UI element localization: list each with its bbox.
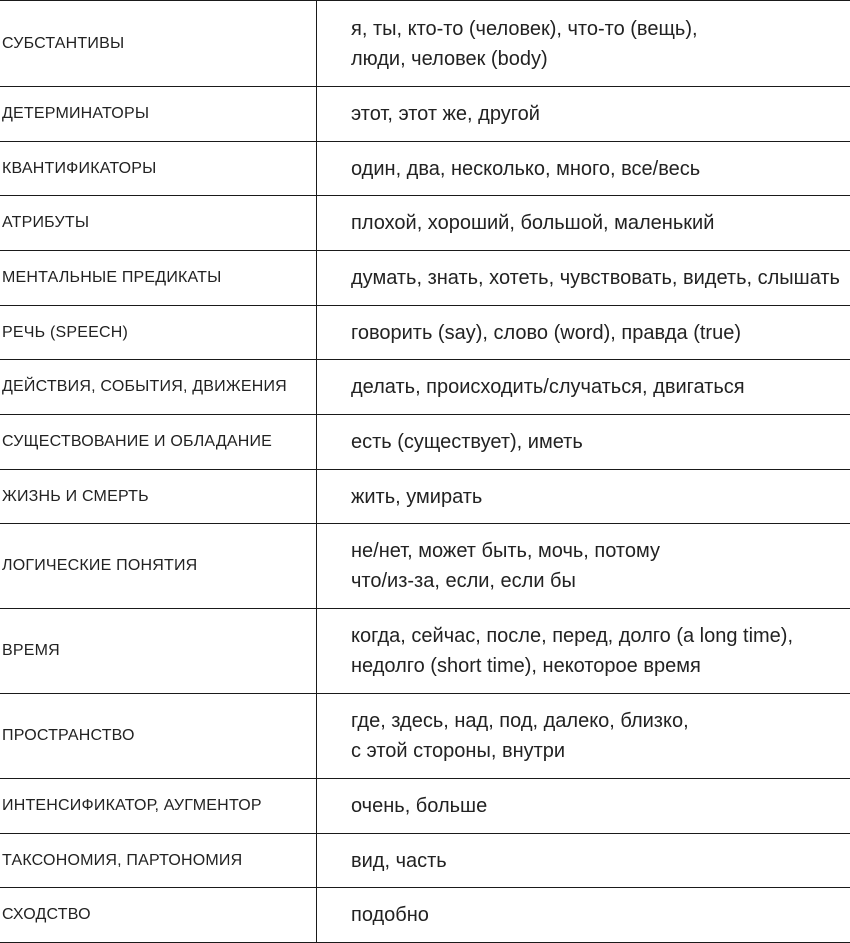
table-row (0, 694, 850, 779)
words-cell (317, 834, 850, 888)
words-cell (317, 524, 850, 609)
words-line: один, два, несколько, много, все/весь (351, 154, 850, 184)
category-cell: МЕНТАЛЬНЫЕ ПРЕДИКАТЫ (0, 251, 317, 306)
category-cell: ПРОСТРАНСТВО (0, 694, 317, 779)
words-line: говорить (say), слово (word), правда (true) (351, 318, 850, 348)
words-cell (317, 196, 850, 251)
table-row (0, 142, 850, 196)
table-row (0, 1, 850, 87)
words-cell (317, 470, 850, 524)
words-line: очень, больше (351, 791, 850, 821)
category-cell: ЛОГИЧЕСКИЕ ПОНЯТИЯ (0, 524, 317, 609)
words-line: я, ты, кто-то (человек), что-то (вещь), (351, 14, 850, 44)
category-cell: ЖИЗНЬ И СМЕРТЬ (0, 470, 317, 524)
words-cell (317, 306, 850, 360)
table-row (0, 360, 850, 415)
words-cell (317, 251, 850, 306)
table-row (0, 779, 850, 834)
words-cell (317, 1, 850, 87)
words-cell (317, 694, 850, 779)
category-cell: РЕЧЬ (SPEECH) (0, 306, 317, 360)
words-line: жить, умирать (351, 482, 850, 512)
table-row (0, 251, 850, 306)
words-line: делать, происходить/случаться, двигаться (351, 372, 850, 402)
words-cell (317, 415, 850, 470)
words-cell (317, 87, 850, 142)
table-row (0, 524, 850, 609)
category-cell: ДЕТЕРМИНАТОРЫ (0, 87, 317, 142)
table-row (0, 834, 850, 888)
words-cell (317, 142, 850, 196)
table-row (0, 415, 850, 470)
category-cell: ДЕЙСТВИЯ, СОБЫТИЯ, ДВИЖЕНИЯ (0, 360, 317, 415)
words-line: думать, знать, хотеть, чувствовать, видеть, слышать (351, 263, 850, 293)
table-row (0, 87, 850, 142)
category-cell: АТРИБУТЫ (0, 196, 317, 251)
words-line: люди, человек (body) (351, 44, 850, 74)
category-cell: ИНТЕНСИФИКАТОР, АУГМЕНТОР (0, 779, 317, 834)
category-cell: ВРЕМЯ (0, 609, 317, 694)
words-line: что/из-за, если, если бы (351, 566, 850, 596)
words-line: этот, этот же, другой (351, 99, 850, 129)
category-cell: СУЩЕСТВОВАНИЕ И ОБЛАДАНИЕ (0, 415, 317, 470)
words-line: вид, часть (351, 846, 850, 876)
words-line: где, здесь, над, под, далеко, близко, (351, 706, 850, 736)
table-row (0, 196, 850, 251)
category-cell: ТАКСОНОМИЯ, ПАРТОНОМИЯ (0, 834, 317, 888)
words-line: с этой стороны, внутри (351, 736, 850, 766)
category-cell: КВАНТИФИКАТОРЫ (0, 142, 317, 196)
words-line: не/нет, может быть, мочь, потому (351, 536, 850, 566)
table-row (0, 306, 850, 360)
words-line: недолго (short time), некоторое время (351, 651, 850, 681)
words-cell (317, 609, 850, 694)
category-cell: СУБСТАНТИВЫ (0, 1, 317, 87)
table-row (0, 609, 850, 694)
words-cell (317, 360, 850, 415)
words-line: есть (существует), иметь (351, 427, 850, 457)
words-line: подобно (351, 900, 850, 930)
category-cell: СХОДСТВО (0, 888, 317, 943)
words-cell (317, 888, 850, 943)
words-cell (317, 779, 850, 834)
words-line: плохой, хороший, большой, маленький (351, 208, 850, 238)
table-row (0, 888, 850, 943)
table-row (0, 470, 850, 524)
words-line: когда, сейчас, после, перед, долго (a long time), (351, 621, 850, 651)
